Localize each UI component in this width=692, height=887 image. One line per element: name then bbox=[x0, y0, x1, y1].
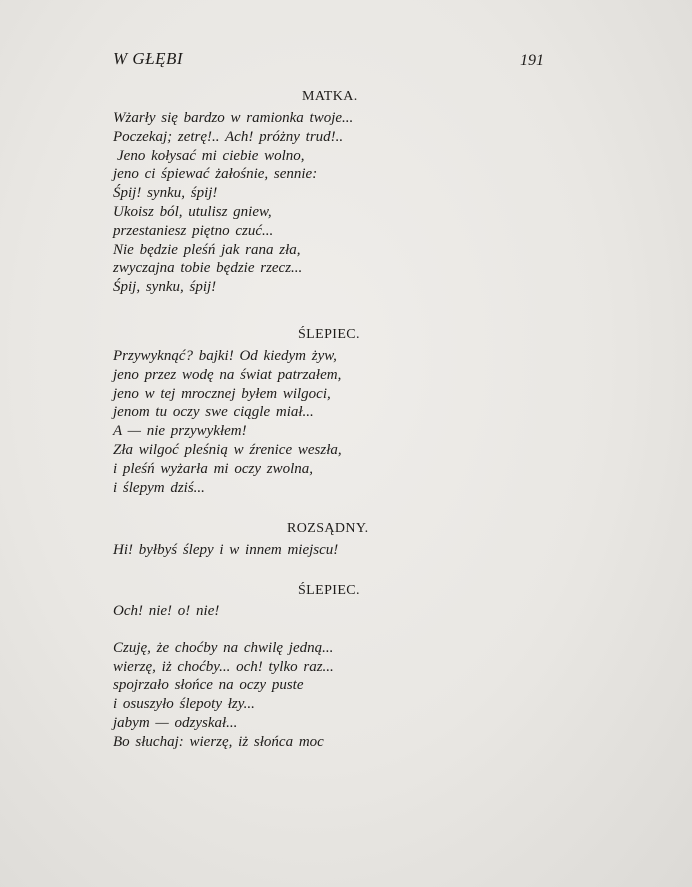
verse-block-slepiec bbox=[113, 348, 342, 498]
verse-block-matka bbox=[113, 110, 353, 298]
bleed-through-text bbox=[360, 80, 660, 270]
speaker-heading-rozsadny: ROZSĄDNY. bbox=[287, 521, 369, 536]
speaker-heading-slepiec-2: ŚLEPIEC. bbox=[298, 583, 360, 598]
verse-line: spojrzało słońce na oczy puste bbox=[113, 677, 304, 694]
verse-line: Och! nie! o! nie! bbox=[113, 603, 220, 619]
verse-line: Hi! byłbyś ślepy i w innem miejscu! bbox=[113, 542, 339, 558]
page-number: 191 bbox=[520, 52, 544, 69]
verse-line: jeno przez wodę na świat patrzałem, bbox=[113, 366, 342, 383]
verse-line: Zła wilgoć pleśnią w źrenice weszła, bbox=[113, 441, 342, 458]
verse-line: Nie będzie pleśń jak rana zła, bbox=[113, 241, 301, 258]
verse-line: i osuszyło ślepoty łzy... bbox=[113, 696, 255, 713]
speaker-heading-slepiec: ŚLEPIEC. bbox=[298, 327, 360, 342]
speaker-heading-matka: MATKA. bbox=[302, 89, 358, 104]
verse-line: Przywyknąć? bajki! Od kiedym żyw, bbox=[113, 348, 337, 364]
verse-line: jabym — odzyskał... bbox=[113, 714, 238, 731]
verse-line: zwyczajna tobie będzie rzecz... bbox=[113, 260, 303, 277]
verse-line: Wżarły się bardzo w ramionka twoje... bbox=[113, 110, 354, 126]
verse-line: jeno ci śpiewać żałośnie, sennie: bbox=[113, 166, 318, 183]
verse-line: A — nie przywykłem! bbox=[113, 423, 247, 440]
verse-block-slepiec-2 bbox=[113, 603, 334, 753]
verse-line: Śpij! synku, śpij! bbox=[113, 185, 218, 202]
verse-line: jeno w tej mrocznej byłem wilgoci, bbox=[113, 385, 331, 402]
verse-line: i pleśń wyżarła mi oczy zwolna, bbox=[113, 460, 313, 477]
verse-line: Bo słuchaj: wierzę, iż słońca moc bbox=[113, 733, 324, 750]
verse-line: Ukoisz ból, utulisz gniew, bbox=[113, 203, 272, 220]
verse-line: Poczekaj; zetrę!.. Ach! próżny trud!.. bbox=[113, 128, 344, 145]
verse-line: i ślepym dziś... bbox=[113, 479, 205, 496]
verse-line: wierzę, iż choćby... och! tylko raz... bbox=[113, 658, 334, 675]
verse-line: Jeno kołysać mi ciebie wolno, bbox=[117, 147, 305, 164]
verse-line: przestaniesz piętno czuć... bbox=[113, 222, 274, 239]
verse-line: Śpij, synku, śpij! bbox=[113, 279, 217, 296]
verse-line: Czuję, że choćby na chwilę jedną... bbox=[113, 639, 334, 656]
verse-line: jenom tu oczy swe ciągle miał... bbox=[113, 404, 314, 421]
running-header-title: W GŁĘBI bbox=[113, 49, 184, 68]
verse-block-rozsadny bbox=[113, 542, 338, 561]
